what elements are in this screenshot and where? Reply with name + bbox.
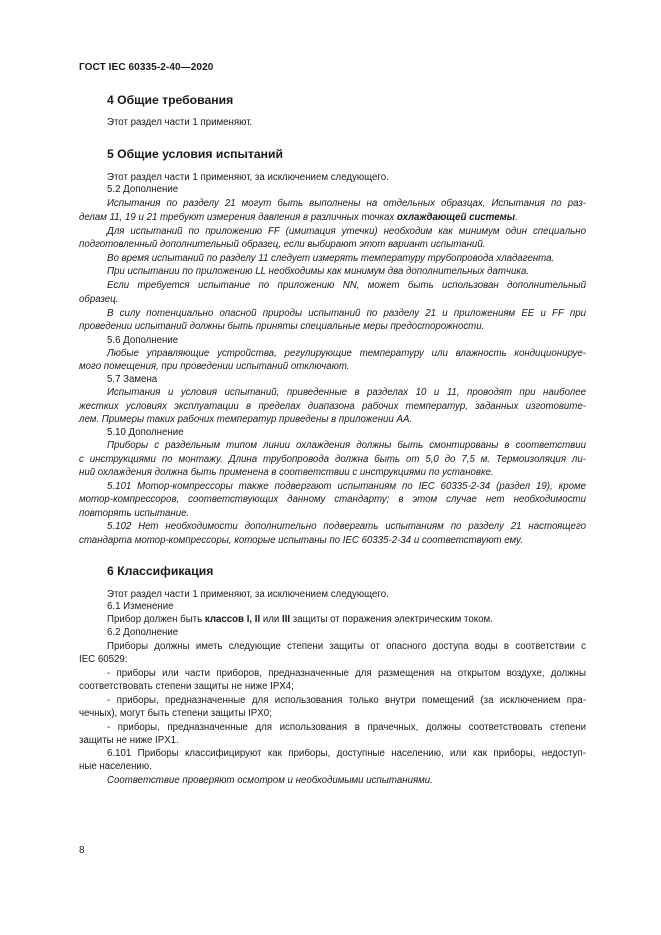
paragraph: 5.101 Мотор-компрессоры также подвергают испытаниям по IEC 60335-2-34 (раздел 19), кроме: [107, 481, 586, 492]
running-header: ГОСТ IEC 60335-2-40—2020: [79, 62, 214, 73]
text-run: делам 11, 19 и 21 требуют измерения давления в различных точках: [79, 212, 397, 223]
paragraph: ные населению.: [79, 761, 152, 772]
list-item: - приборы или части приборов, предназначенные для размещения на открытом воздухе, должны: [107, 668, 586, 679]
paragraph: Этот раздел части 1 применяют, за исключением следующего.: [107, 589, 389, 600]
clause-title: 6.1 Изменение: [107, 601, 174, 612]
paragraph: [79, 212, 518, 224]
bold-run: III: [282, 614, 291, 625]
text-run: .: [515, 212, 518, 223]
paragraph: Приборы должны иметь следующие степени защиты от опасного доступа воды в соответствии с: [107, 641, 586, 652]
paragraph: Этот раздел части 1 применяют, за исключением следующего.: [107, 172, 389, 183]
clause-title: 5.6 Дополнение: [107, 335, 179, 346]
paragraph: повторять испытание.: [79, 508, 190, 519]
clause-title: 5.7 Замена: [107, 374, 158, 385]
paragraph: Если требуется испытание по приложению NN, может быть использован дополнительный: [107, 280, 586, 291]
paragraph: IEC 60529:: [79, 654, 128, 665]
paragraph: с инструкциями по монтажу. Длина трубопровода должна быть от 5,0 до 7,5 м. Термоизоляция ли-: [79, 454, 586, 465]
section-5-heading: 5 Общие условия испытаний: [107, 147, 284, 161]
paragraph: При испытании по приложению LL необходимы как минимум два дополнительных датчика.: [107, 266, 530, 277]
clause-title: 5.2 Дополнение: [107, 184, 179, 195]
paragraph: Испытания и условия испытаний, приведенные в разделах 10 и 11, проводят при наиболее: [107, 387, 586, 398]
paragraph: Любые управляющие устройства, регулирующие температуру или влажность кондиционируе-: [107, 348, 586, 359]
list-item: - приборы, предназначенные для использования только внутри помещений (за исключением пра-: [107, 695, 586, 706]
list-item: - приборы, предназначенные для использования в прачечных, должны соответствовать степени: [107, 722, 586, 733]
text-run: защиты от поражения электрическим током.: [290, 614, 493, 625]
section-6-heading: 6 Классификация: [107, 564, 214, 578]
section-4-heading: 4 Общие требования: [107, 93, 234, 107]
bold-run: охлаждающей системы: [396, 212, 516, 223]
paragraph: проведении испытаний должны быть приняты специальные меры предосторожности.: [79, 321, 485, 332]
bold-run: классов I, II: [204, 614, 261, 625]
paragraph: ний охлаждения должна быть применена в соответствии с инструкциями по установке.: [79, 467, 494, 478]
text-run: Прибор должен быть: [107, 614, 205, 625]
paragraph: Приборы с раздельным типом линии охлаждения должны быть смонтированы в соответствии: [107, 440, 586, 451]
clause-title: 6.2 Дополнение: [107, 627, 179, 638]
compliance-statement: Соответствие проверяют осмотром и необходимыми испытаниями.: [107, 775, 433, 786]
paragraph: 6.101 Приборы классифицируют как приборы, доступные населению, или как приборы, недоступ-: [107, 748, 586, 759]
section-4-text: Этот раздел части 1 применяют.: [107, 117, 253, 128]
list-item-continuation: защиты не ниже IPX1.: [79, 735, 179, 746]
paragraph: Для испытаний по приложению FF (имитация утечки) необходим как минимум один специально: [107, 226, 586, 237]
paragraph: 5.102 Нет необходимости дополнительно подвергать испытаниям по разделу 21 настоящего: [107, 521, 586, 532]
list-item-continuation: соответствовать степени защиты не ниже IPX4;: [79, 681, 294, 692]
paragraph: стандарта мотор-компрессоры, которые испытаны по IEC 60335-2-34 и соответствуют ему.: [79, 535, 523, 546]
paragraph: Испытания по разделу 21 могут быть выполнены на отдельных образцах. Испытания по раз-: [107, 198, 586, 209]
clause-title: 5.10 Дополнение: [107, 427, 184, 438]
list-item-continuation: чечных), могут быть степени защиты IPX0;: [79, 708, 272, 719]
paragraph: мотор-компрессоров, соответствующих данному стандарту; в этом случае нет необходимости: [79, 494, 586, 505]
page-number: 8: [79, 845, 85, 856]
paragraph: подготовленный дополнительный образец, если выбирают этот вариант испытаний.: [79, 239, 486, 250]
paragraph: лем. Примеры таких рабочих температур приведены в приложении АА.: [79, 414, 413, 425]
paragraph: мого помещения, при проведении испытаний отключают.: [79, 361, 350, 372]
paragraph: [107, 614, 493, 626]
paragraph: В силу потенциально опасной природы испытаний по разделу 21 и приложениям EE и FF при: [107, 308, 586, 319]
paragraph: жестких условиях эксплуатации в пределах диапазона рабочих температур, заданных изготовите-: [79, 401, 586, 412]
paragraph: Во время испытаний по разделу 11 следует измерять температуру трубопровода хладагента.: [107, 253, 555, 264]
text-run: или: [260, 614, 283, 625]
paragraph: образец.: [79, 294, 119, 305]
